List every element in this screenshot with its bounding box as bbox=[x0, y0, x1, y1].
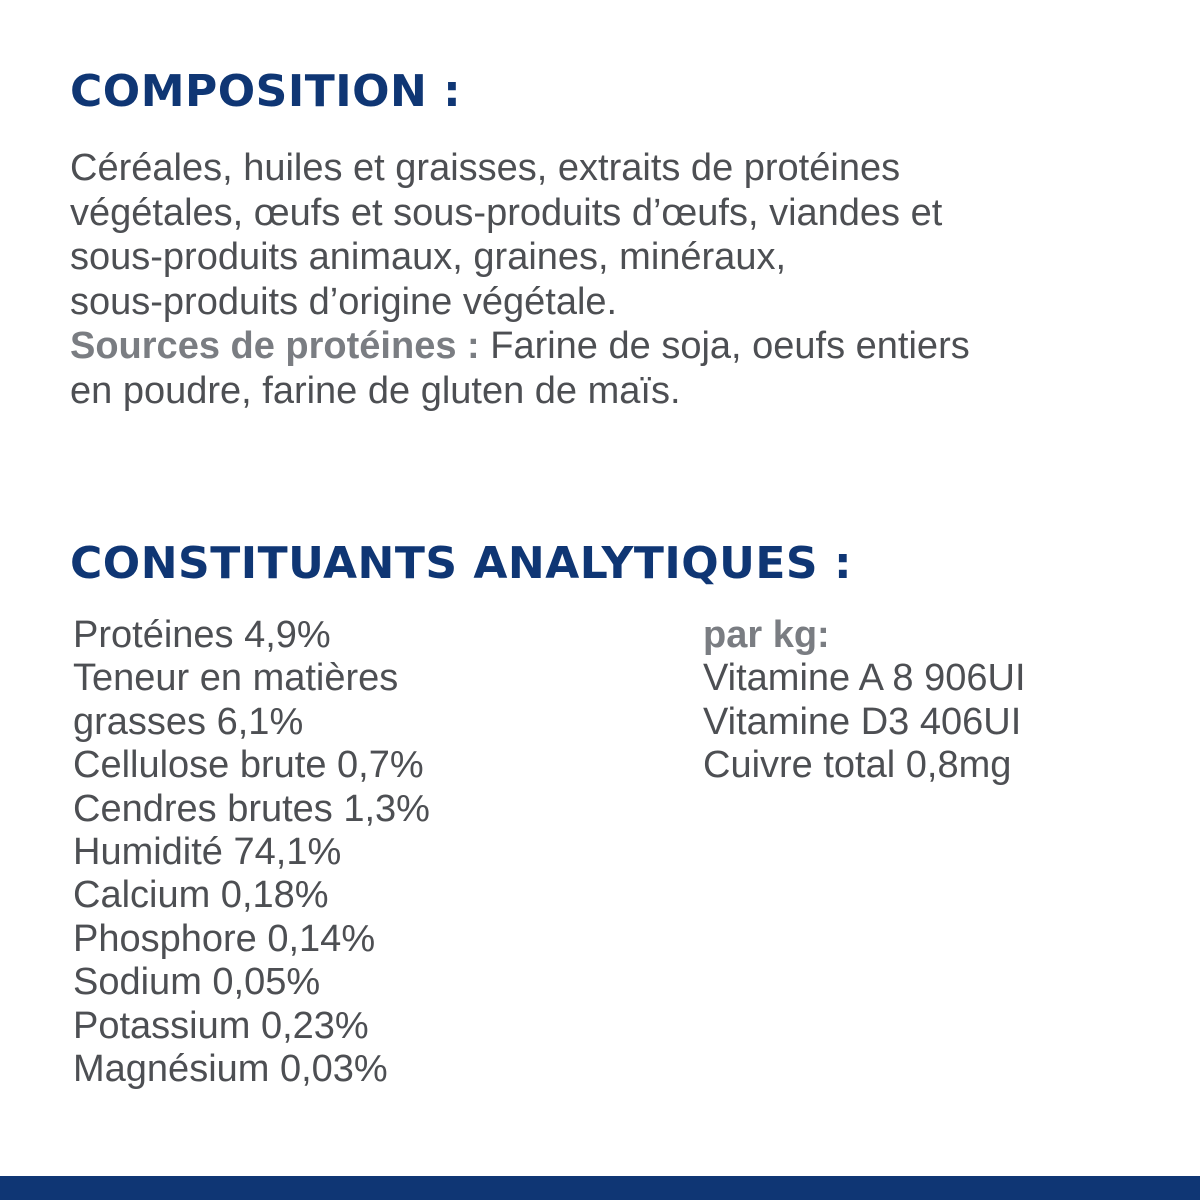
footer-bar bbox=[0, 1176, 1200, 1200]
composition-line: végétales, œufs et sous-produits d’œufs, viandes et bbox=[70, 191, 943, 234]
analytical-constituents-title: CONSTITUANTS ANALYTIQUES : bbox=[70, 538, 853, 589]
protein-sources-line bbox=[70, 324, 1170, 369]
list-item: grasses 6,1% bbox=[73, 700, 304, 743]
list-item: Protéines 4,9% bbox=[73, 614, 331, 656]
list-item: Sodium 0,05% bbox=[73, 961, 321, 1004]
list-item: Magnésium 0,03% bbox=[73, 1048, 388, 1091]
list-item: Cellulose brute 0,7% bbox=[73, 744, 424, 787]
list-item: Cendres brutes 1,3% bbox=[73, 787, 430, 830]
list-item: Cuivre total 0,8mg bbox=[703, 744, 1012, 787]
list-item: Humidité 74,1% bbox=[73, 831, 342, 874]
per-kg-list bbox=[703, 614, 1163, 788]
composition-title: COMPOSITION : bbox=[70, 66, 462, 117]
composition-line: sous-produits d’origine végétale. bbox=[70, 280, 618, 323]
list-item: Phosphore 0,14% bbox=[73, 917, 376, 960]
composition-line: Céréales, huiles et graisses, extraits de protéines bbox=[70, 147, 901, 189]
analytical-constituents-list bbox=[73, 614, 633, 1091]
composition-text bbox=[70, 146, 1170, 413]
protein-sources-line-2: en poudre, farine de gluten de maïs. bbox=[70, 369, 681, 412]
composition-line: sous-produits animaux, graines, minéraux, bbox=[70, 236, 787, 278]
list-item: Vitamine A 8 906UI bbox=[703, 657, 1026, 700]
list-item: Vitamine D3 406UI bbox=[703, 700, 1022, 743]
list-item: Calcium 0,18% bbox=[73, 874, 329, 917]
list-item: Potassium 0,23% bbox=[73, 1004, 369, 1047]
protein-sources-label: Sources de protéines : bbox=[70, 325, 480, 367]
protein-sources-text: Farine de soja, oeufs entiers bbox=[479, 325, 970, 367]
list-item: Teneur en matières bbox=[73, 657, 399, 700]
per-kg-label: par kg: bbox=[703, 614, 830, 656]
